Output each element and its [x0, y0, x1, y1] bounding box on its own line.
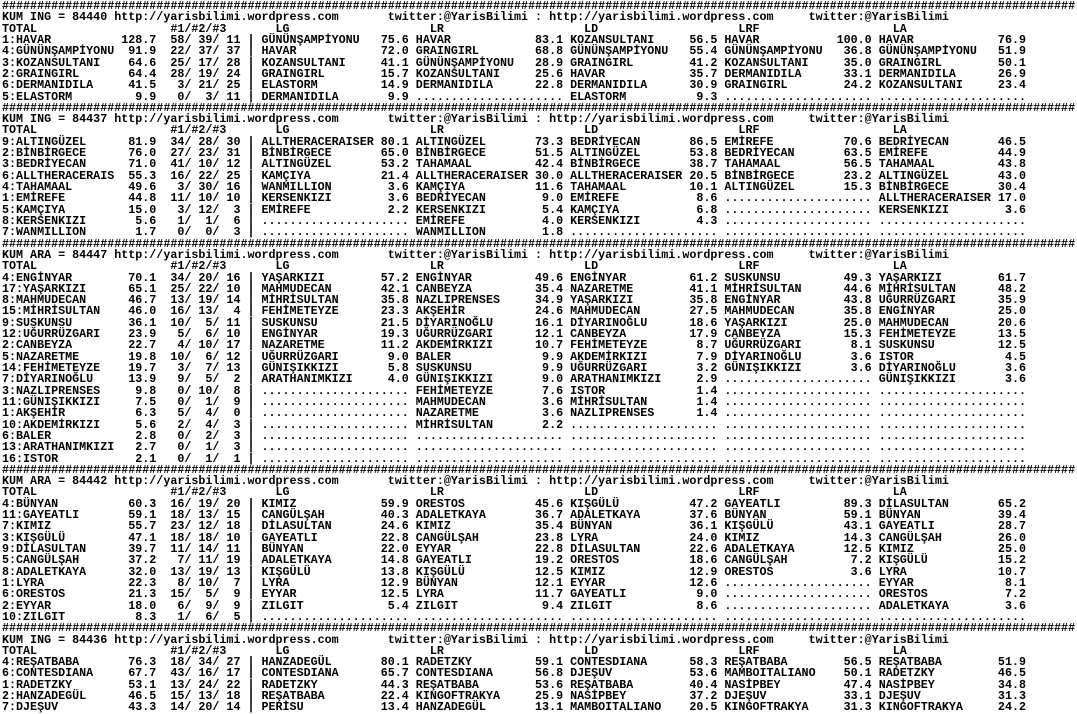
data-row: 10:ZILGIT 8.3 1/ 6/ 5 | ..................... ..................... ..................... ..................... ..................... — [2, 609, 1026, 624]
data-row: 6:BALER 2.8 0/ 2/ 3 | ..................... ..................... ..................... ..................... ..................... — [2, 428, 1026, 443]
column-header: TOTAL #1/#2/#3 LG LR LD LRF LA — [2, 485, 907, 500]
section-header: KUM ARA = 84442 http://yarisbilimi.wordpress.com twitter:@YarisBilimi : http://yarisbilimi.wordpress.com twitter:@YarisBilimi — [2, 474, 949, 489]
column-header: TOTAL #1/#2/#3 LG LR LD LRF LA — [2, 259, 907, 274]
data-row: 7:KIMIZ 55.7 23/ 12/ 18 | DİLASULTAN 24.6 KIMIZ 35.4 BÜNYAN 36.1 KIŞGÜLÜ 43.1 GAYEATLI 28.7 — [2, 519, 1026, 534]
data-row: 1:EMİREFE 44.8 11/ 10/ 10 | KERSENKIZI 3.6 BEDRİYECAN 9.0 EMİREFE 8.6 ..................... ALLTHERACERAISER 17.0 — [2, 191, 1026, 206]
hash-divider: ######################################################################################################################################################### — [2, 100, 1076, 115]
data-row: 2:CANBEYZA 22.7 4/ 10/ 17 | NAZARETME 11.2 AKDEMİRKIZI 10.7 FEHİMETEYZE 8.7 UĞURRÜZGARI 8.1 SUSKUNSU 12.5 — [2, 338, 1026, 353]
data-row: 16:ISTOR 2.1 0/ 1/ 1 | ..................... ..................... ..................... ..................... ..................... — [2, 451, 1026, 466]
data-row: 6:CONTESDIANA 67.7 43/ 16/ 17 | CONTESDIANA 65.7 CONTESDIANA 56.8 DJEŞUV 53.6 MAMBOITALIANO 50.1 RADETZKY 46.5 — [2, 666, 1026, 681]
data-row: 3:BEDRİYECAN 71.0 41/ 10/ 12 | ALTINGÜZEL 53.2 TAHAMAAL 42.4 BİNBİRGECE 38.7 TAHAMAAL 56.5 TAHAMAAL 43.8 — [2, 157, 1026, 172]
data-row: 2:BİNBİRGECE 76.0 27/ 23/ 31 | BİNBİRGECE 65.0 BİNBİRGECE 51.5 ALTINGÜZEL 53.8 BEDRİYECAN 63.5 EMİREFE 44.9 — [2, 146, 1026, 161]
hash-divider: ######################################################################################################################################################### — [2, 0, 1076, 13]
data-row: 11:GAYEATLI 59.1 18/ 13/ 15 | CANGÜLŞAH 40.3 ADALETKAYA 36.7 ADALETKAYA 37.6 BÜNYAN 59.1 BÜNYAN 39.4 — [2, 508, 1026, 523]
data-row: 2:GRAINGIRL 64.4 28/ 19/ 24 | GRAINGIRL 15.7 KOZANSULTANI 25.6 HAVAR 35.7 DERMANIDILA 33.1 DERMANIDILA 26.9 — [2, 66, 1026, 81]
data-row: 6:ALLTHERACERAIS 55.3 16/ 22/ 25 | KAMÇIYA 21.4 ALLTHERACERAISER 30.0 ALLTHERACERAISER 20.5 BİNBİRGECE 23.2 ALTINGÜZEL 43.0 — [2, 168, 1026, 183]
data-row: 13:ARATHANIMKIZI 2.7 0/ 1/ 3 | ..................... ..................... ..................... ..................... ..................... — [2, 440, 1026, 455]
data-row: 4:GÜNÜNŞAMPİYONU 91.9 22/ 37/ 37 | HAVAR 72.0 GRAINGIRL 68.8 GÜNÜNŞAMPİYONU 55.4 GÜNÜNŞAMPİYONU 36.8 GÜNÜNŞAMPİYONU 51.9 — [2, 44, 1026, 59]
data-row: 14:FEHİMETEYZE 19.7 3/ 7/ 13 | GÜNIŞIKKIZI 5.8 SUSKUNSU 9.9 UĞURRÜZGARI 3.2 GÜNIŞIKKIZI 3.6 DİYARINOĞLU 3.6 — [2, 361, 1026, 375]
data-row: 1:LYRA 22.3 8/ 10/ 7 | LYRA 12.9 BÜNYAN 12.1 EYYAR 12.6 ..................... EYYAR 8.1 — [2, 575, 1026, 590]
data-row: 9:SUSKUNSU 36.1 10/ 5/ 11 | SUSKUNSU 21.5 DİYARINOĞLU 16.1 DİYARINOĞLU 18.6 YAŞARKIZI 25.0 MAHMUDECAN 20.6 — [2, 315, 1026, 330]
data-row: 6:DERMANIDILA 41.5 3/ 21/ 25 | ELASTORM 14.9 DERMANIDILA 22.8 DERMANIDILA 30.9 GRAINGIRL 24.2 KOZANSULTANI 23.4 — [2, 78, 1026, 93]
data-row: 8:KERSENKIZI 5.6 1/ 1/ 6 | ..................... EMİREFE 4.0 KERSENKIZI 4.3 ..................... ..................... — [2, 213, 1026, 228]
data-row: 4:ENGİNYAR 70.1 34/ 20/ 16 | YAŞARKIZI 57.2 ENGİNYAR 49.6 ENGİNYAR 61.2 SUSKUNSU 49.3 YAŞARKIZI 61.7 — [2, 270, 1026, 285]
data-row: 15:MİHRİSULTAN 46.0 16/ 13/ 4 | FEHİMETEYZE 23.3 AKŞEHİR 24.6 MAHMUDECAN 27.5 MAHMUDECAN 35.8 ENGİNYAR 25.0 — [2, 304, 1026, 319]
data-row: 7:DJEŞUV 43.3 14/ 20/ 14 | PERİSU 13.4 HANZADEGÜL 13.1 MAMBOITALIANO 20.5 KINGOFTRAKYA 31.3 KINGOFTRAKYA 24.2 — [2, 700, 1026, 714]
data-row: 1:HAVAR 128.7 58/ 39/ 11 | GÜNÜNŞAMPİYONU 75.6 HAVAR 83.1 KOZANSULTANI 56.5 HAVAR 100.0 HAVAR 76.9 — [2, 32, 1026, 47]
data-row: 7:WANMILLION 1.7 0/ 0/ 3 | ..................... WANMILLION 1.8 ..................... ..................... ..................... — [2, 225, 1026, 240]
hash-divider: ######################################################################################################################################################### — [2, 621, 1076, 636]
data-row: 10:AKDEMİRKIZI 5.6 2/ 4/ 3 | ..................... MİHRİSULTAN 2.2 ..................... ..................... ..................... — [2, 417, 1026, 432]
data-row: 2:HANZADEGÜL 46.5 15/ 13/ 18 | REŞATBABA 22.4 KINGOFTRAKYA 25.9 NASİPBEY 37.2 DJEŞUV 33.1 DJEŞUV 31.3 — [2, 689, 1026, 704]
data-row: 6:ORESTOS 21.3 15/ 5/ 9 | EYYAR 12.5 LYRA 11.7 GAYEATLI 9.0 ..................... ORESTOS 7.2 — [2, 587, 1026, 602]
data-row: 2:EYYAR 18.0 6/ 9/ 9 | ZILGIT 5.4 ZILGIT 9.4 ZILGIT 8.6 ..................... ADALETKAYA 3.6 — [2, 598, 1026, 613]
section-header: KUM ING = 84436 http://yarisbilimi.wordpress.com twitter:@YarisBilimi : http://yarisbilimi.wordpress.com twitter:@YarisBilimi — [2, 632, 949, 647]
data-row: 9:ALTINGÜZEL 81.9 34/ 28/ 30 | ALLTHERACERAISER 80.1 ALTINGÜZEL 73.3 BEDRİYECAN 86.5 EMİREFE 70.6 BEDRİYECAN 46.5 — [2, 134, 1026, 149]
data-row: 17:YAŞARKIZI 65.1 25/ 22/ 10 | MAHMUDECAN 42.1 CANBEYZA 35.4 NAZARETME 41.1 MİHRİSULTAN 44.6 MİHRİSULTAN 48.2 — [2, 281, 1026, 296]
data-row: 4:TAHAMAAL 49.6 3/ 30/ 16 | WANMILLION 3.6 KAMÇIYA 11.6 TAHAMAAL 10.1 ALTINGÜZEL 15.3 BİNBİRGECE 30.4 — [2, 180, 1026, 194]
data-row: 12:UĞURRÜZGARI 23.9 5/ 6/ 10 | ENGİNYAR 19.3 UĞURRÜZGARI 12.1 CANBEYZA 17.9 CANBEYZA 15.3 FEHİMETEYZE 13.5 — [2, 327, 1026, 342]
data-row: 3:KIŞGÜLÜ 47.1 18/ 18/ 10 | GAYEATLI 22.8 CANGÜLŞAH 23.8 LYRA 24.0 KIMIZ 14.3 CANGÜLŞAH 26.0 — [2, 530, 1026, 545]
section-header: KUM ARA = 84447 http://yarisbilimi.wordpress.com twitter:@YarisBilimi : http://yarisbilimi.wordpress.com twitter:@YarisBilimi — [2, 247, 949, 262]
data-row: 1:RADETZKY 53.1 13/ 24/ 22 | RADETZKY 44.3 REŞATBABA 53.6 REŞATBABA 40.4 NASİPBEY 47.4 NASİPBEY 34.8 — [2, 677, 1026, 692]
data-row: 11:GÜNIŞIKKIZI 7.5 0/ 1/ 9 | ..................... MAHMUDECAN 3.6 MİHRİSULTAN 1.4 ..................... ..................... — [2, 394, 1026, 409]
data-row: 3:KOZANSULTANI 64.6 25/ 17/ 28 | KOZANSULTANI 41.1 GÜNÜNŞAMPİYONU 28.9 GRAINGIRL 41.2 KOZANSULTANI 35.0 GRAINGIRL 50.1 — [2, 55, 1026, 70]
data-row: 8:MAHMUDECAN 46.7 13/ 19/ 14 | MİHRİSULTAN 35.8 NAZLIPRENSES 34.9 YAŞARKIZI 35.8 ENGİNYAR 43.8 UĞURRÜZGARI 35.9 — [2, 293, 1026, 308]
section-header: KUM ING = 84437 http://yarisbilimi.wordpress.com twitter:@YarisBilimi : http://yarisbilimi.wordpress.com twitter:@YarisBilimi — [2, 112, 949, 127]
data-row: 4:REŞATBABA 76.3 18/ 34/ 27 | HANZADEGÜL 80.1 RADETZKY 59.1 CONTESDIANA 58.3 REŞATBABA 56.5 REŞATBABA 51.9 — [2, 655, 1026, 670]
column-header: TOTAL #1/#2/#3 LG LR LD LRF LA — [2, 21, 907, 36]
column-header: TOTAL #1/#2/#3 LG LR LD LRF LA — [2, 123, 907, 138]
data-row: 7:DİYARINOĞLU 13.9 9/ 5/ 2 | ARATHANIMKIZI 4.0 GÜNIŞIKKIZI 9.0 ARATHANIMKIZI 2.9 ..................... GÜNIŞIKKIZI 3.6 — [2, 372, 1026, 387]
data-row: 5:KAMÇIYA 15.0 3/ 12/ 3 | EMİREFE 2.2 KERSENKIZI 5.4 KAMÇIYA 6.8 ..................... KERSENKIZI 3.6 — [2, 202, 1026, 217]
data-row: 1:AKŞEHİR 6.3 5/ 4/ 0 | ..................... NAZARETME 3.6 NAZLIPRENSES 1.4 ..................... ..................... — [2, 406, 1026, 421]
data-row: 9:DİLASULTAN 39.7 11/ 14/ 11 | BÜNYAN 22.0 EYYAR 22.8 DİLASULTAN 22.6 ADALETKAYA 12.5 KIMIZ 25.0 — [2, 542, 1026, 556]
section-header: KUM ING = 84440 http://yarisbilimi.wordpress.com twitter:@YarisBilimi : http://yarisbilimi.wordpress.com twitter:@YarisBilimi — [2, 10, 949, 25]
data-row: 5:ELASTORM 9.9 0/ 3/ 11 | DERMANIDILA 9.9 ..................... ELASTORM 9.3 ..................... ..................... — [2, 89, 1026, 104]
data-row: 3:NAZLIPRENSES 9.8 0/ 10/ 8 | ..................... FEHİMETEYZE 7.6 ISTOR 1.4 ..................... ..................... — [2, 383, 1026, 398]
data-row: 5:CANGÜLŞAH 37.2 7/ 11/ 19 | ADALETKAYA 14.8 GAYEATLI 19.2 ORESTOS 18.6 CANGÜLŞAH 7.2 KIŞGÜLÜ 15.2 — [2, 553, 1026, 568]
data-row: 4:BÜNYAN 60.3 16/ 19/ 20 | KIMIZ 59.9 ORESTOS 45.6 KIŞGÜLÜ 47.2 GAYEATLI 89.3 DİLASULTAN 65.2 — [2, 496, 1026, 511]
column-header: TOTAL #1/#2/#3 LG LR LD LRF LA — [2, 643, 907, 658]
data-row: 8:ADALETKAYA 32.0 13/ 19/ 13 | KIŞGÜLÜ 13.8 KIŞGÜLÜ 12.5 KIMIZ 12.9 ORESTOS 3.6 LYRA 10.7 — [2, 564, 1026, 579]
hash-divider: ######################################################################################################################################################### — [2, 236, 1076, 251]
data-row: 5:NAZARETME 19.8 10/ 6/ 12 | UĞURRÜZGARI 9.0 BALER 9.9 AKDEMİRKIZI 7.9 DİYARINOĞLU 3.6 ISTOR 4.5 — [2, 349, 1026, 364]
hash-divider: ######################################################################################################################################################### — [2, 462, 1076, 477]
